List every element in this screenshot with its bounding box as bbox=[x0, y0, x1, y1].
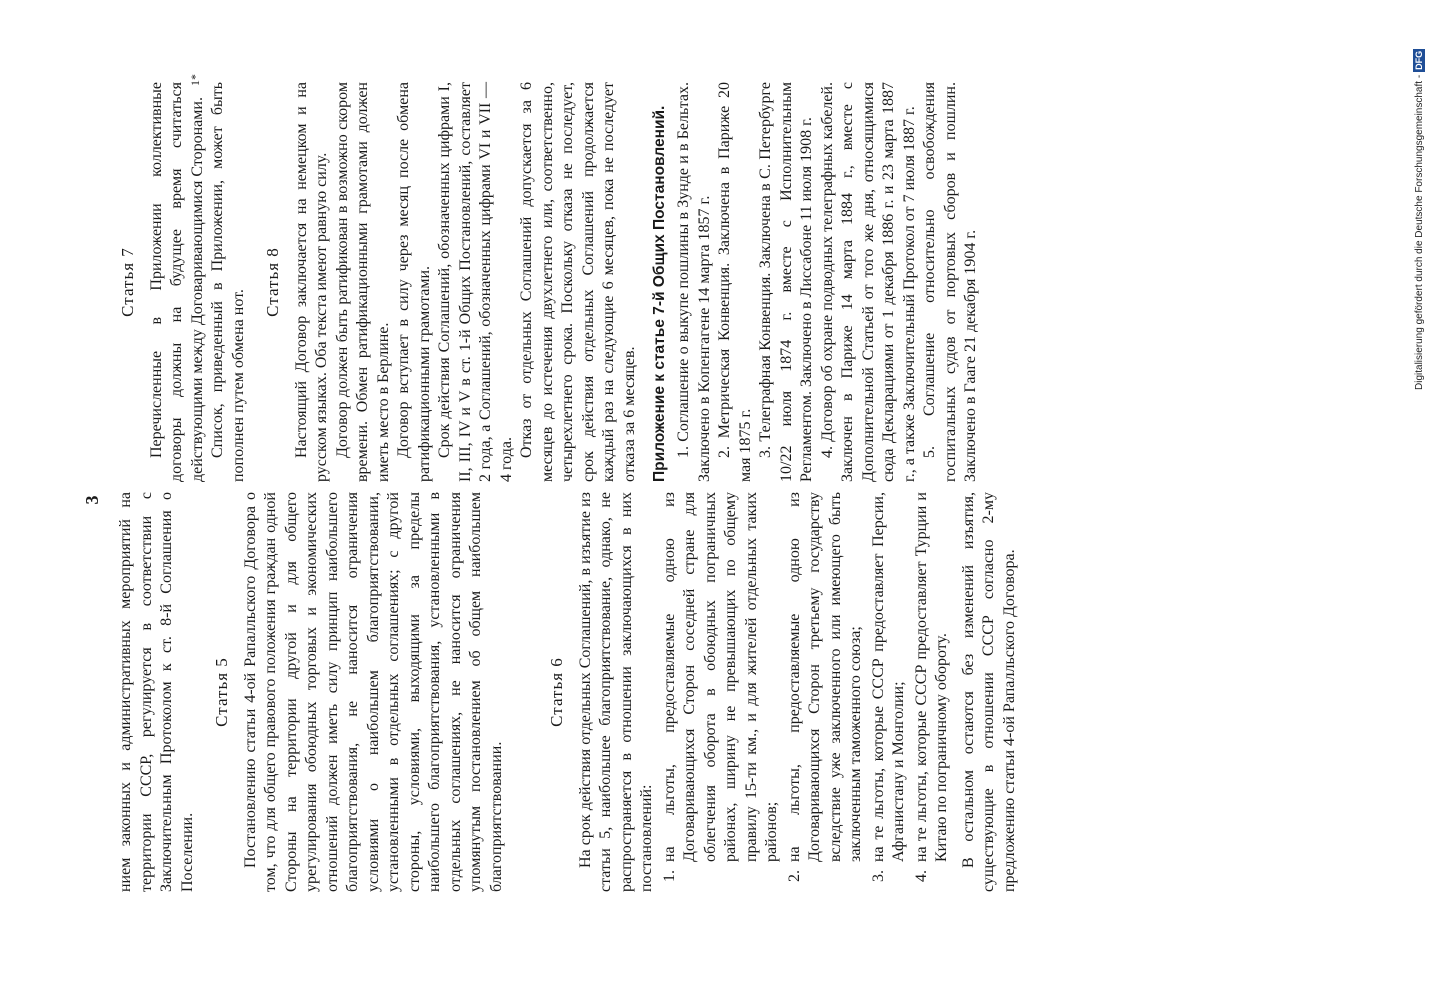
annex-item: 4. Договор об охране подводных телеграфных кабелей. Заключен в Париже 14 марта 1884 г., вместе с Дополнительной Статьей от того же дня, относящимися сюда Декларациями от 1 декабря 1886 г. и 23 марта 1887 г., а также Заключительный Протокол от 7 июля 1887 г. bbox=[818, 82, 918, 482]
annex-item: 2. Метрическая Конвенция. Заключена в Париже 20 мая 1875 г. bbox=[716, 82, 754, 482]
list-item: 2. на льготы, предоставляемые одною из Договаривающихся Сторон третьему государству вследствие уже заключенного или имеющего быть заключенным таможенного союза; bbox=[785, 492, 867, 866]
article-5-heading: Статья 5 bbox=[212, 657, 231, 727]
signature-mark: 1* bbox=[188, 74, 202, 86]
article-6-heading: Статья 6 bbox=[547, 657, 566, 727]
annex-item: 3. Телеграфная Конвенция. Заключена в С. Петербурге 10/22 июля 1874 г. вместе с Исполнительным Регламентом. Заключено в Лиссабоне 11 июля 1908 г. bbox=[757, 82, 815, 482]
article-8-paragraph-2: Договор должен быть ратификован в возможно скором времени. Обмен ратификационными грамотами должен иметь место в Берлине. bbox=[333, 82, 392, 482]
article-7-paragraph-1: Перечисленные в Приложении коллективные договоры должны на будущее время считаться действующими между Договаривающимися Сторонами. bbox=[147, 82, 206, 482]
watermark-text: Digitalisierung gefördert durch die Deutsche Forschungsgemeinschaft - bbox=[1414, 74, 1425, 390]
article-8-paragraph-1: Настоящий Договор заключается на немецком и на русском языках. Оба текста имеют равную силу. bbox=[292, 82, 330, 482]
dfg-watermark bbox=[1412, 10, 1428, 390]
intro-paragraph: нием законных и административных мероприятий на территории СССР, регулируется в соответствии с Заключительным Протоколом к ст. 8-й Соглашения о Поселении. bbox=[117, 492, 196, 892]
article-7-paragraph-2: Список, приведенный в Приложении, может быть пополнен путем обмена нот. bbox=[209, 82, 247, 482]
left-column bbox=[116, 492, 1020, 892]
page-number: 3 bbox=[82, 495, 102, 505]
list-item: 4. на те льготы, которые СССР предоставляет Турции и Китаю по пограничному обороту. bbox=[912, 492, 953, 866]
article-6-closing-paragraph: В остальном остаются без изменений изъятия, существующие в отношении СССР согласно 2-му предложению статьи 4-ой Рапалльского Договора. bbox=[959, 492, 1018, 892]
article-6-list bbox=[660, 492, 953, 892]
list-item: 1. на льготы, предоставляемые одною из Договаривающихся Сторон соседней стране для облегчения оборота в обоюдных пограничных районах, ширину не превышающих по общему правилу 15-ти км., и для жителей отдельных таких районов; bbox=[660, 492, 783, 866]
article-8-paragraph-4: Срок действия Соглашений, обозначенных цифрами I, II, III, IV и V в ст. 1-й Общих Постановлений, составляет 2 года, а Соглашений, обозначенных цифрами VI и VII — 4 года. bbox=[436, 82, 515, 482]
article-8-paragraph-3: Договор вступает в силу через месяц после обмена ратификационными грамотами. bbox=[395, 82, 433, 482]
list-item: 3. на те льготы, которые СССР предоставляет Персии, Афганистану и Монголии; bbox=[869, 492, 910, 866]
article-5-paragraph: Постановлению статьи 4-ой Рапалльского Договора о том, что для общего правового положения граждан одной Стороны на территории другой и для общего урегулирования обоюдных торговых и экономических отношений должен иметь силу принцип наибольшего благоприятствования, не наносится ограничения условиями о наибольшем благоприятствовании, установленными в отдельных соглашениях; с другой стороны, условиями, выходящими за пределы наибольшего благоприятствования, установленными в отдельных соглашениях, не наносится ограничения упомянутым постановлением об общем наибольшем благоприятствовании. bbox=[241, 492, 505, 892]
annex-title: Приложение к статье 7-й Общих Постановлений. bbox=[651, 105, 668, 482]
article-8-paragraph-5: Отказ от отдельных Соглашений допускается за 6 месяцев до истечения двухлетнего или, соответственно, четырехлетнего срока. Поскольку отказа не последует, срок действия отдельных Соглашений продолжается каждый раз на следующие 6 месяцев, пока не последует отказа за 6 месяцев. bbox=[518, 82, 638, 482]
article-6-paragraph: На срок действия отдельных Соглашений, в изъятие из статьи 5, наибольшее благоприятствование, однако, не распространяется в отношении заключающихся в них постановлений: bbox=[576, 492, 655, 892]
article-8-heading: Статья 8 bbox=[263, 247, 282, 317]
article-7-heading: Статья 7 bbox=[118, 247, 137, 317]
watermark-text-block bbox=[1412, 10, 1428, 390]
right-column bbox=[116, 82, 982, 482]
annex-item: 1. Соглашение о выкупе пошлины в Зунде и в Бельтах. Заключено в Копенгагене 14 марта 1857 г. bbox=[675, 82, 713, 482]
dfg-logo: DFG bbox=[1414, 50, 1425, 70]
annex-item: 5. Соглашение относительно освобождения госпитальных судов от портовых сборов и пошлин. Заключено в Гааге 21 декабря 1904 г. bbox=[921, 82, 979, 482]
